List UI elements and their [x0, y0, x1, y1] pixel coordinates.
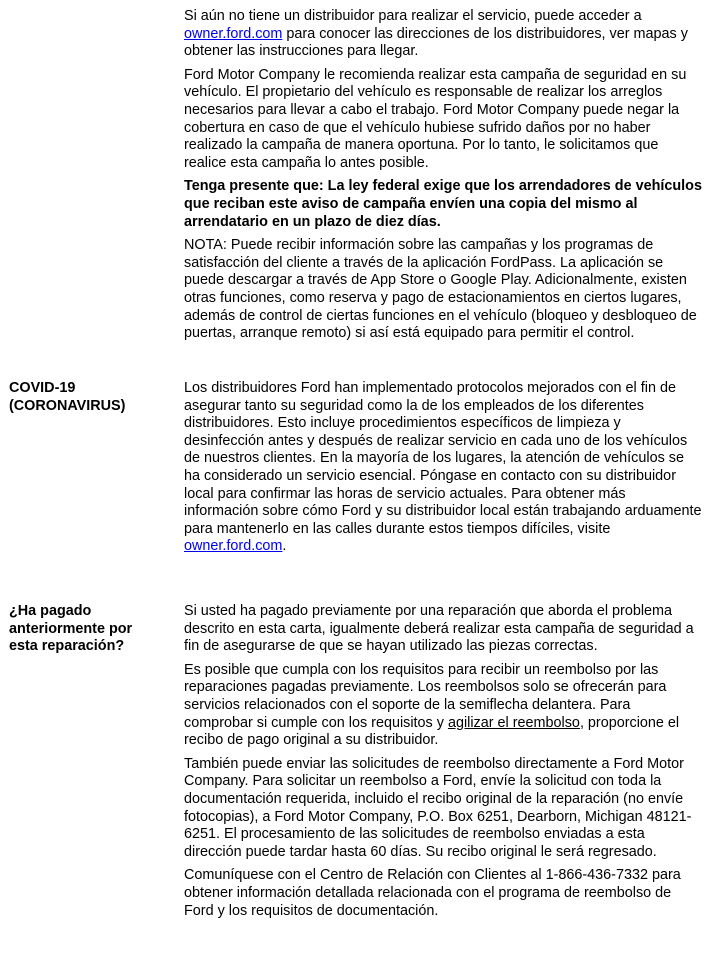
covid-paragraph	[184, 380, 702, 556]
contact-paragraph: Comuníquese con el Centro de Relación con Clientes al 1-866-436-7332 para obtener información detallada relacionada con el programa de reembolso de Ford y los requisitos de documentación.	[184, 867, 681, 919]
covid-section	[184, 380, 702, 562]
recommendation-paragraph: Ford Motor Company le recomienda realizar esta campaña de seguridad en su vehículo. El propietario del vehículo es responsable de realizar los arreglos necesarios para llevar a cabo el trabajo. Ford Motor Company puede negar la cobertura en caso de que el vehículo hubiese sufrido daños por no haber realizado la campaña de manera oportuna. Por lo tanto, le solicitamos que realice esta campaña lo antes posible.	[184, 66, 687, 171]
eligibility-text-b: , proporcione el recibo de pago original a su distribuidor.	[184, 714, 680, 749]
fordpass-note: NOTA: Puede recibir información sobre las campañas y los programas de satisfacción del cliente a través de la aplicación FordPass. La aplicación se puede descargar a través de App Store o Google Play. Adicionalmente, existen otras funciones, como reserva y pago de estacionamientos en ciertos lugares, además de control de ciertas funciones en el vehículo (bloqueo y desbloqueo de puertas, arranque remoto) si así está equipado para permitir el control.	[184, 237, 697, 342]
reimbursement-heading: ¿Ha pagado anteriormente por esta reparación?	[9, 603, 133, 655]
eligibility-paragraph	[184, 662, 702, 750]
lessor-notice: Tenga presente que: La ley federal exige que los arrendadores de vehículos que reciban este aviso de campaña envíen una copia del mismo al arrendatario en un plazo de diez días.	[184, 178, 702, 230]
dealer-section	[184, 8, 702, 349]
reimbursement-section	[184, 603, 702, 926]
repair-paragraph: Si usted ha pagado previamente por una reparación que aborda el problema descrito en esta carta, igualmente deberá realizar esta campaña de seguridad a fin de asegurarse de que se hayan utilizado las piezas correctas.	[184, 603, 694, 655]
direct-submission-paragraph: También puede enviar las solicitudes de reembolso directamente a Ford Motor Company. Para solicitar un reembolso a Ford, envíe la solicitud con toda la documentación requerida, incluido el recibo original de la reparación (no envíe fotocopias), a Ford Motor Company, P.O. Box 6251, Dearborn, Michigan 48121-6251. El procesamiento de las solicitudes de reembolso enviadas a esta dirección puede tardar hasta 60 días. Su recibo original le será regresado.	[184, 755, 692, 860]
covid-body: Los distribuidores Ford han implementado protocolos mejorados con el fin de asegurar tanto su seguridad como la de los empleados de los diferentes distribuidores. Esto incluye procedimientos específicos de limpieza y desinfección antes y después de realizar servicio en cada uno de los vehículos de nuestros clientes. En la mayoría de los lugares, la atención de vehículos se ha considerado un servicio esencial. Póngase en contacto con su distribuidor local para confirmar las horas de servicio actuales. Para obtener más información sobre cómo Ford y su distribuidor local están trabajando arduamente para mantenerlo en las calles durante estos tiempos difíciles, visite	[184, 380, 702, 537]
dealer-paragraph	[184, 8, 702, 61]
dealer-text-b: para conocer las direcciones de los distribuidores, ver mapas y obtener las instrucciones para llegar.	[184, 25, 688, 60]
owner-ford-link[interactable]: owner.ford.com	[184, 25, 283, 42]
covid-owner-link[interactable]: owner.ford.com	[184, 538, 283, 555]
dealer-text-a: Si aún no tiene un distribuidor para realizar el servicio, puede acceder a	[184, 8, 642, 24]
expedite-reimbursement-link[interactable]: agilizar el reembolso	[447, 714, 580, 731]
covid-heading: COVID-19 (CORONAVIRUS)	[9, 380, 126, 414]
covid-period: .	[282, 538, 287, 555]
eligibility-text-a: Es posible que cumpla con los requisitos para recibir un reembolso por las reparaciones pagadas previamente. Los reembolsos solo se ofrecerán para servicios relacionados con el soporte de la semiflecha delantera. Para comprobar si cumple con los requisitos y	[184, 661, 667, 731]
